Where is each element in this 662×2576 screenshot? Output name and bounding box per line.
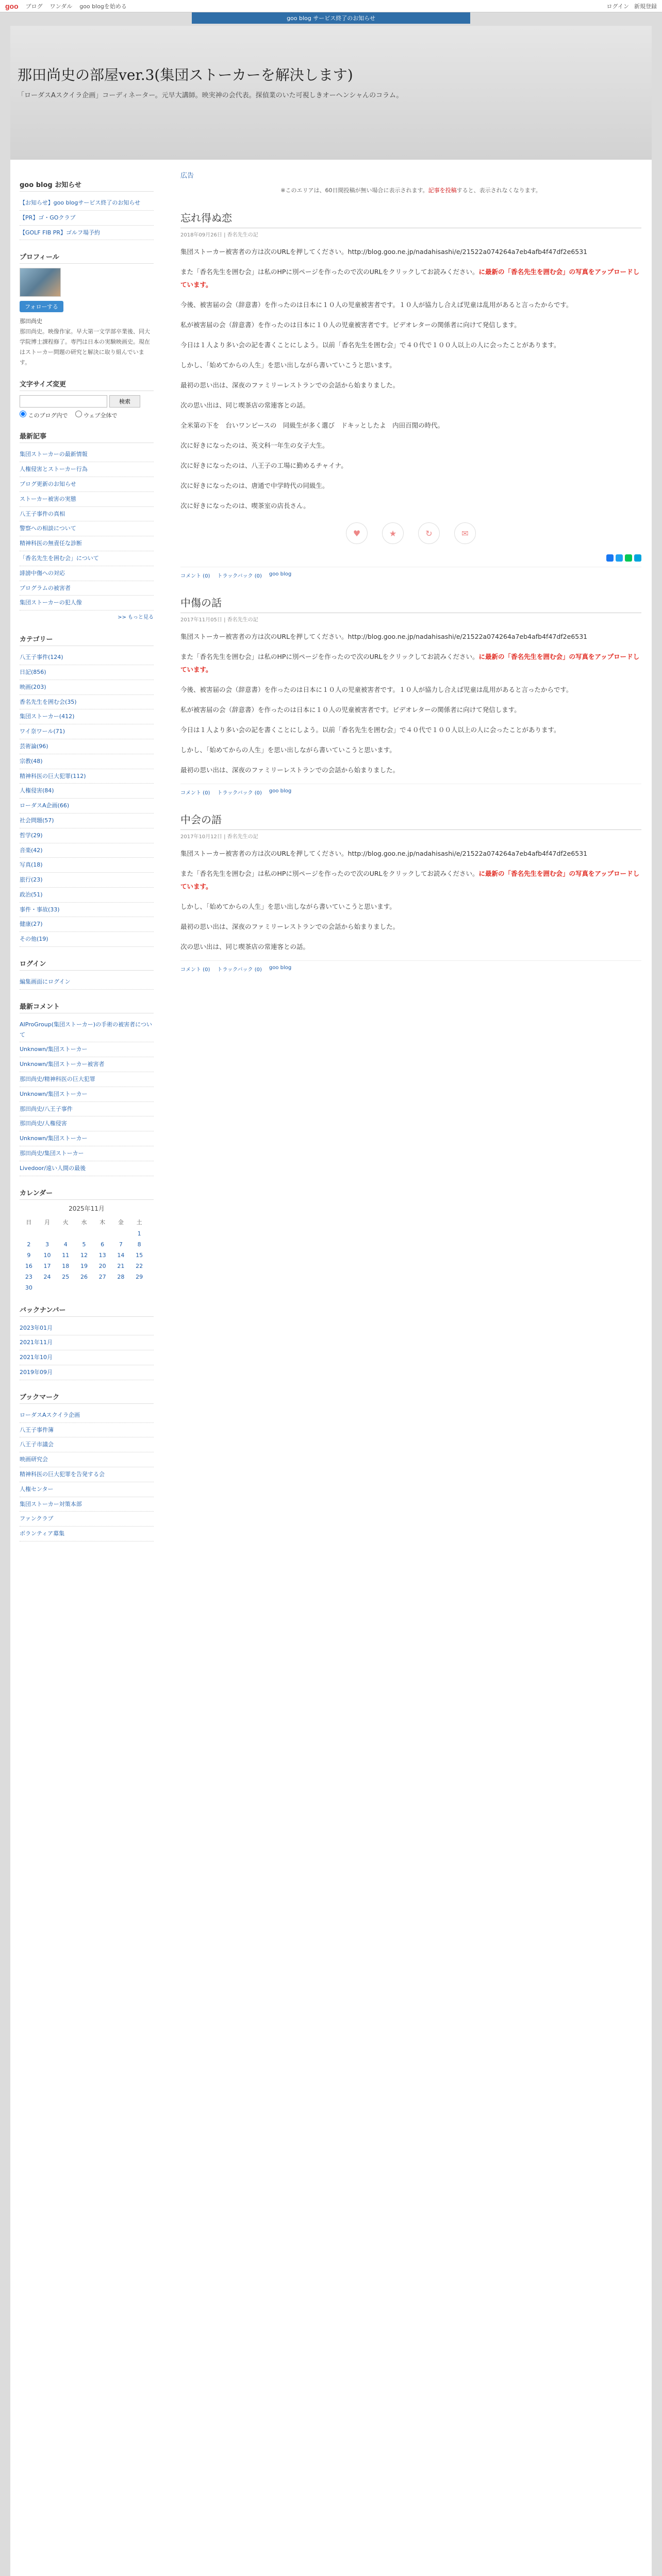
highlight-text: に最新の「香名先生を囲む会」の写真をアップロードしています。: [180, 268, 640, 289]
calendar-day[interactable]: 2: [27, 1241, 31, 1248]
calendar-day: [112, 1228, 130, 1239]
author-name[interactable]: 那田尚史: [20, 318, 42, 325]
article-paragraph: 最初の思い出は、深夜のファミリーレストランでの会話から始まりました。: [180, 923, 400, 930]
follow-button[interactable]: フォローする: [20, 301, 63, 312]
calendar-day[interactable]: 24: [43, 1273, 51, 1280]
article-title[interactable]: 中会の語: [180, 811, 641, 830]
article-paragraph: 最初の思い出は、深夜のファミリーレストランでの会話から始まりました。: [180, 381, 400, 389]
sidebar-heading: プロフィール: [20, 249, 154, 264]
calendar-day: [38, 1282, 57, 1293]
backnumber-link[interactable]: 2021年10月: [20, 1350, 154, 1365]
bookmark-link[interactable]: 集団ストーカー対策本部: [20, 1497, 154, 1512]
article-paragraph: 私が被害届の会（辞意書）を作ったのは日本に１０人の児童被害者です。ビデオレターの関係者に向けて発信します。: [180, 321, 521, 329]
calendar-day: [38, 1228, 57, 1239]
calendar-day[interactable]: 1: [137, 1230, 141, 1237]
blog-description: 「ローダスAスクイラ企画」コーディネーター。元早大講師。映実神の会代表。探偵業のいた可視しきオーヘンシャんのコラム。: [18, 92, 403, 99]
article-paragraph: しかし、「始めてからの人生」を思い出しながら書いていこうと思います。: [180, 903, 396, 910]
search-input[interactable]: [20, 395, 107, 408]
article-paragraph: 今日は１人より多い会の記を書くことにしよう。以前「香名先生を囲む会」で４０代で１００人以上の人に会ったことがあります。: [180, 726, 560, 734]
calendar-day[interactable]: 25: [62, 1273, 70, 1280]
category-link[interactable]: ワイ奈ワール(71): [20, 724, 154, 739]
category-link[interactable]: 健康(27): [20, 917, 154, 932]
category-list: [20, 650, 154, 947]
category-link[interactable]: 集団ストーカー(412): [20, 709, 154, 724]
article-footer: [180, 567, 641, 579]
bookmark-link[interactable]: 八王子市議会: [20, 1437, 154, 1452]
article-paragraph: 次の思い出は、同じ喫茶店の常連客との話。: [180, 401, 310, 409]
backnumber-list: [20, 1321, 154, 1380]
radio-blog[interactable]: このブログ内で: [20, 411, 68, 419]
notice-link[interactable]: 【GOLF FIB PR】ゴルフ場予約: [20, 226, 154, 241]
calendar-day: [20, 1228, 38, 1239]
category-link[interactable]: 八王子事件(124): [20, 650, 154, 665]
recent-post-link[interactable]: 警察への相談について: [20, 521, 154, 536]
article-paragraph: 次に好きになったのは、八王子の工場に勤めるチャイナ。: [180, 462, 347, 469]
category-link[interactable]: 宗教(48): [20, 754, 154, 769]
calendar-weekday: 木: [100, 1218, 106, 1226]
social-buttons: [180, 554, 641, 562]
calendar-day[interactable]: 12: [80, 1251, 88, 1259]
category-link[interactable]: ローダスA企画(66): [20, 799, 154, 814]
sidebar-heading: 文字サイズ変更: [20, 377, 154, 391]
article-title[interactable]: 忘れ得ぬ恋: [180, 210, 641, 228]
category-link[interactable]: 事件・事故(33): [20, 903, 154, 918]
social-icon[interactable]: [616, 554, 623, 562]
recent-post-link[interactable]: 八王子事件の真相: [20, 507, 154, 522]
bookmark-list: [20, 1408, 154, 1541]
ad-label: 広告: [180, 172, 194, 180]
calendar: [20, 1216, 148, 1293]
notice-link[interactable]: 【お知らせ】goo blogサービス終了のお知らせ: [20, 196, 154, 211]
calendar-day[interactable]: 22: [136, 1262, 143, 1269]
article-date: 2018年09月26日 | 香名先生の記: [180, 232, 258, 238]
share-icon[interactable]: ♥: [346, 522, 368, 544]
calendar-day[interactable]: 8: [137, 1241, 141, 1248]
share-icon[interactable]: ★: [382, 522, 404, 544]
calendar-day[interactable]: 17: [43, 1262, 51, 1269]
footer-link[interactable]: goo blog: [269, 571, 292, 577]
bookmark-link[interactable]: ローダスAスクイラ企画: [20, 1408, 154, 1423]
article-paragraph: また「香名先生を囲む会」は私のHPに別ページを作ったので次のURLをクリックしてお読みください。に最新の「香名先生を囲む会」の写真をアップロードしています。: [180, 268, 640, 289]
top-right-links: [607, 2, 657, 10]
calendar-day[interactable]: 30: [25, 1284, 32, 1291]
calendar-day[interactable]: 27: [98, 1273, 106, 1280]
blog-header: [10, 26, 652, 160]
top-link[interactable]: ワンダル: [49, 3, 73, 10]
calendar-day: [75, 1282, 93, 1293]
calendar-day[interactable]: 19: [80, 1262, 88, 1269]
sidebar-heading: ブックマーク: [20, 1389, 154, 1404]
article-paragraph: 次に好きになったのは、唐通で中学時代の同級生。: [180, 482, 329, 489]
category-link[interactable]: 日記(856): [20, 665, 154, 680]
article-paragraph: 今後、被害届の会（辞意書）を作ったのは日本に１０人の児童被害者です。１０人が協力し合えば児童は乱用があると言ったからです。: [180, 301, 573, 309]
footer-link[interactable]: コメント (0): [180, 967, 210, 973]
author-description: 那田尚史。映像作家。早大第一文学部卒業後、同大学院博士課程修了。専門は日本の実験映画史。現在はストーカー問題の研究と解決に取り組んでいます。: [20, 328, 150, 366]
recent-post-link[interactable]: ストーカー被害の実態: [20, 492, 154, 507]
blog-title[interactable]: 那田尚史の部屋ver.3(集団ストーカーを解決します): [18, 66, 353, 83]
post-notice: ※このエリアは、60日間投稿が無い場合に表示されます。記事を投稿すると、表示されなくなります。: [280, 187, 541, 194]
article-footer: [180, 784, 641, 796]
sidebar-heading: バックナンバー: [20, 1302, 154, 1317]
calendar-day[interactable]: 10: [43, 1251, 51, 1259]
calendar-day[interactable]: 28: [117, 1273, 125, 1280]
notice-link[interactable]: 【PR】ゴ・GOクラブ: [20, 211, 154, 226]
sidebar: [20, 168, 154, 1541]
recent-post-link[interactable]: プログラムの被害者: [20, 581, 154, 596]
calendar-weekday: 金: [118, 1218, 124, 1226]
calendar-day[interactable]: 4: [63, 1241, 68, 1248]
top-bar: [0, 0, 662, 12]
comment-link[interactable]: Unknown/集団ストーカー被害者: [20, 1057, 154, 1072]
calendar-day[interactable]: 7: [119, 1241, 123, 1248]
category-link[interactable]: 旅行(23): [20, 873, 154, 888]
article-paragraph: 全米第の下を 台いワンピースの 同級生が多く選び ドキッとしたよ 内田百閒の時代。: [180, 421, 444, 429]
calendar-day[interactable]: 6: [101, 1241, 105, 1248]
recent-post-link[interactable]: 人権侵害とストーカー行為: [20, 462, 154, 477]
footer-link[interactable]: goo blog: [269, 965, 292, 971]
footer-link[interactable]: トラックバック (0): [217, 967, 262, 973]
service-end-banner[interactable]: goo blog サービス終了のお知らせ: [192, 12, 470, 24]
article-paragraph: 集団ストーカー被害者の方は次のURLを押してください。http://blog.goo.ne.jp/nadahisashi/e/21522a074264a7eb4afb4f47df2e6531: [180, 633, 588, 640]
post-article-link[interactable]: 記事を投稿: [428, 187, 457, 194]
comment-link[interactable]: 那田尚史/集団ストーカー: [20, 1146, 154, 1161]
comment-link[interactable]: 那田尚史/精神科医の巨大犯罪: [20, 1072, 154, 1087]
article-paragraph: 次の思い出は、同じ喫茶店の常連客との話。: [180, 943, 310, 951]
calendar-day: [75, 1228, 93, 1239]
bookmark-link[interactable]: 精神科医の巨大犯罪を告発する会: [20, 1467, 154, 1482]
calendar-day: [93, 1228, 112, 1239]
category-link[interactable]: 音楽(42): [20, 843, 154, 858]
bookmark-link[interactable]: ファンクラブ: [20, 1512, 154, 1527]
footer-link[interactable]: コメント (0): [180, 790, 210, 796]
calendar-weekday: 日: [26, 1218, 32, 1226]
bookmark-link[interactable]: 人権センター: [20, 1482, 154, 1497]
top-link[interactable]: goo blogを始める: [79, 3, 127, 10]
calendar-day[interactable]: 21: [117, 1262, 125, 1269]
bookmark-link[interactable]: ボランティア募集: [20, 1527, 154, 1541]
share-icon[interactable]: ✉: [454, 522, 476, 544]
social-icon[interactable]: [634, 554, 641, 562]
article: [180, 811, 641, 973]
category-link[interactable]: 社会問題(57): [20, 814, 154, 828]
article-paragraph: 次に好きになったのは、英文科一年生の女子大生。: [180, 442, 329, 449]
calendar-day[interactable]: 11: [62, 1251, 70, 1259]
recent-post-link[interactable]: 精神科医の無責任な診断: [20, 536, 154, 551]
calendar-weekday: 水: [81, 1218, 87, 1226]
category-link[interactable]: 写真(18): [20, 858, 154, 873]
login-link[interactable]: ログイン: [606, 3, 629, 10]
radio-web[interactable]: ウェブ全体で: [75, 411, 118, 419]
social-icon[interactable]: [625, 554, 632, 562]
article-body: [180, 630, 641, 776]
calendar-day[interactable]: 26: [80, 1273, 88, 1280]
calendar-day[interactable]: 9: [27, 1251, 31, 1259]
footer-link[interactable]: コメント (0): [180, 573, 210, 579]
calendar-day: [56, 1282, 75, 1293]
calendar-day[interactable]: 29: [136, 1273, 143, 1280]
article-paragraph: また「香名先生を囲む会」は私のHPに別ページを作ったので次のURLをクリックしてお読みください。に最新の「香名先生を囲む会」の写真をアップロードしています。: [180, 870, 640, 890]
category-link[interactable]: 人権侵害(84): [20, 784, 154, 799]
calendar-day[interactable]: 14: [117, 1251, 125, 1259]
comment-link[interactable]: Livedoor/遠い人間の最後: [20, 1161, 154, 1176]
profile-image: [20, 268, 61, 297]
calendar-day[interactable]: 23: [25, 1273, 32, 1280]
recent-post-link[interactable]: 集団ストーカーの犯人像: [20, 596, 154, 611]
comment-link[interactable]: Unknown/集団ストーカー: [20, 1131, 154, 1146]
article-date: 2017年10月12日 | 香名先生の記: [180, 834, 258, 840]
article-paragraph: また「香名先生を囲む会」は私のHPに別ページを作ったので次のURLをクリックしてお読みください。に最新の「香名先生を囲む会」の写真をアップロードしています。: [180, 653, 640, 673]
sidebar-heading: カテゴリー: [20, 632, 154, 646]
bookmark-link[interactable]: 映画研究会: [20, 1452, 154, 1467]
highlight-text: に最新の「香名先生を囲む会」の写真をアップロードしています。: [180, 653, 640, 673]
category-link[interactable]: 政治(51): [20, 888, 154, 903]
article-paragraph: しかし、「始めてからの人生」を思い出しながら書いていこうと思います。: [180, 361, 396, 369]
calendar-day: [93, 1282, 112, 1293]
calendar-day[interactable]: 18: [62, 1262, 70, 1269]
calendar-day[interactable]: 16: [25, 1262, 32, 1269]
comment-link[interactable]: Unknown/集団ストーカー: [20, 1042, 154, 1057]
category-link[interactable]: 精神科医の巨大犯罪(112): [20, 769, 154, 784]
comment-link[interactable]: 那田尚史/人権侵害: [20, 1116, 154, 1131]
category-link[interactable]: 香名先生を囲む会(35): [20, 695, 154, 710]
backnumber-link[interactable]: 2021年11月: [20, 1335, 154, 1350]
top-link[interactable]: ブログ: [25, 3, 43, 10]
footer-link[interactable]: トラックバック (0): [217, 573, 262, 579]
recent-post-link[interactable]: 「香名先生を囲む会」について: [20, 551, 154, 566]
footer-link[interactable]: トラックバック (0): [217, 790, 262, 796]
article-paragraph: 最初の思い出は、深夜のファミリーレストランでの会話から始まりました。: [180, 766, 400, 774]
article-paragraph: 集団ストーカー被害者の方は次のURLを押してください。http://blog.goo.ne.jp/nadahisashi/e/21522a074264a7eb4afb4f47df2e6531: [180, 248, 588, 256]
calendar-weekday: 火: [62, 1218, 69, 1226]
sidebar-heading: goo blog お知らせ: [20, 177, 154, 192]
category-link[interactable]: その他(19): [20, 932, 154, 947]
article-date: 2017年11月05日 | 香名先生の記: [180, 617, 258, 623]
calendar-day[interactable]: 13: [98, 1251, 106, 1259]
article-title[interactable]: 中傷の話: [180, 595, 641, 613]
more-link[interactable]: >> もっと見る: [118, 615, 154, 621]
category-link[interactable]: 哲学(29): [20, 828, 154, 843]
category-link[interactable]: 映画(203): [20, 680, 154, 695]
bookmark-link[interactable]: 八王子事件簿: [20, 1423, 154, 1438]
article-paragraph: 今後、被害届の会（辞意書）を作ったのは日本に１０人の児童被害者です。１０人が協力し合えば児童は乱用があると言ったからです。: [180, 686, 573, 693]
calendar-day[interactable]: 5: [82, 1241, 86, 1248]
comment-link[interactable]: 那田尚史/八王子事件: [20, 1102, 154, 1117]
backnumber-link[interactable]: 2023年01月: [20, 1321, 154, 1336]
calendar-weekday: 月: [44, 1218, 51, 1226]
calendar-title: 2025年11月: [69, 1205, 105, 1212]
login-link[interactable]: 編集画面にログイン: [20, 975, 154, 990]
category-link[interactable]: 芸術論(96): [20, 739, 154, 754]
calendar-day[interactable]: 3: [45, 1241, 49, 1248]
article-footer: [180, 960, 641, 973]
social-icon[interactable]: [606, 554, 614, 562]
comment-link[interactable]: Unknown/集団ストーカー: [20, 1087, 154, 1102]
comment-list: [20, 1018, 154, 1176]
share-row: [180, 522, 641, 544]
sidebar-heading: カレンダー: [20, 1185, 154, 1200]
sidebar-heading: 最新コメント: [20, 999, 154, 1013]
article-paragraph: 私が被害届の会（辞意書）を作ったのは日本に１０人の児童被害者です。ビデオレターの関係者に向けて発信します。: [180, 706, 521, 714]
article-paragraph: 今日は１人より多い会の記を書くことにしよう。以前「香名先生を囲む会」で４０代で１００人以上の人に会ったことがあります。: [180, 341, 560, 349]
register-link[interactable]: 新規登録: [634, 3, 657, 10]
main-content: [180, 168, 641, 973]
article-paragraph: 集団ストーカー被害者の方は次のURLを押してください。http://blog.goo.ne.jp/nadahisashi/e/21522a074264a7eb4afb4f47df2e6531: [180, 850, 588, 857]
recent-post-link[interactable]: 誹謗中傷への対応: [20, 566, 154, 581]
content-wrapper: [10, 160, 652, 2576]
share-icon[interactable]: ↻: [418, 522, 440, 544]
article-paragraph: 次に好きになったのは、喫茶室の店長さん。: [180, 502, 310, 510]
sidebar-heading: ログイン: [20, 956, 154, 971]
calendar-day[interactable]: 15: [136, 1251, 143, 1259]
sidebar-heading: 最新記事: [20, 429, 154, 443]
backnumber-link[interactable]: 2019年09月: [20, 1365, 154, 1380]
calendar-day: [56, 1228, 75, 1239]
highlight-text: に最新の「香名先生を囲む会」の写真をアップロードしています。: [180, 870, 640, 890]
comment-link[interactable]: AIProGroup(集団ストーカー)の手術の被害者について: [20, 1018, 154, 1043]
calendar-weekday: 土: [136, 1218, 142, 1226]
search-button[interactable]: 検索: [109, 395, 140, 408]
calendar-day: [130, 1282, 148, 1293]
goo-logo[interactable]: goo: [5, 2, 19, 10]
article-body: [180, 245, 641, 512]
article: [180, 210, 641, 579]
recent-post-link[interactable]: 集団ストーカーの最新情報: [20, 447, 154, 462]
article-paragraph: しかし、「始めてからの人生」を思い出しながら書いていこうと思います。: [180, 746, 396, 754]
article: [180, 595, 641, 796]
calendar-day: [112, 1282, 130, 1293]
footer-link[interactable]: goo blog: [269, 788, 292, 794]
recent-post-link[interactable]: ブログ更新のお知らせ: [20, 477, 154, 492]
calendar-day[interactable]: 20: [98, 1262, 106, 1269]
article-body: [180, 847, 641, 953]
recent-list: [20, 447, 154, 611]
